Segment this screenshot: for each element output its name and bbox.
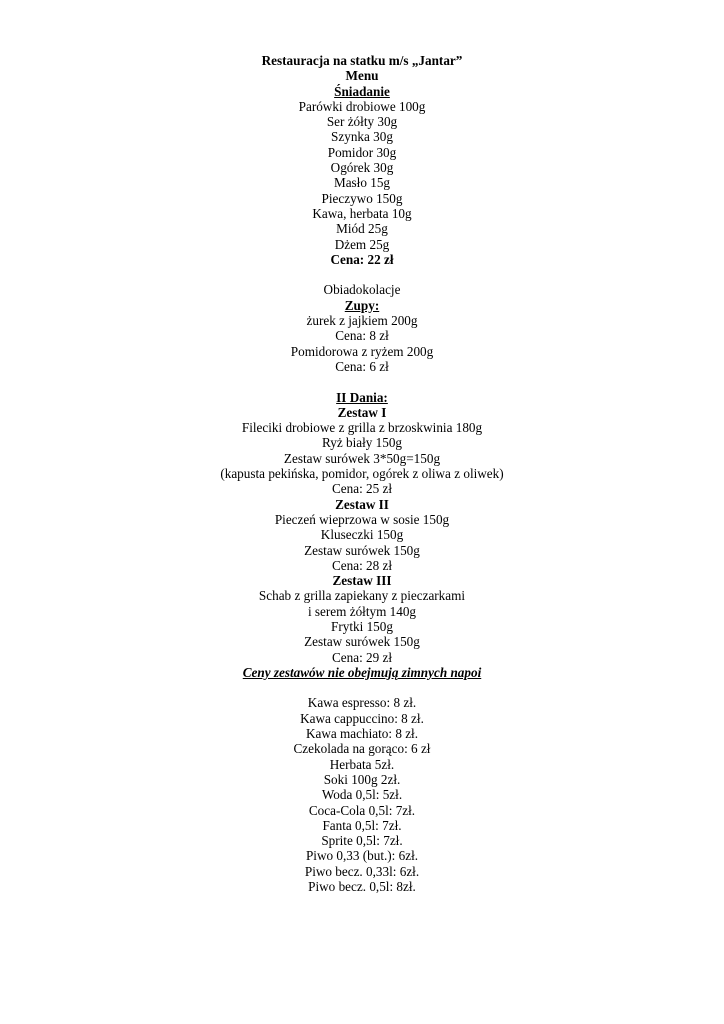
mains-heading: II Dania: xyxy=(336,389,388,405)
breakfast-item: Pieczywo 150g xyxy=(321,190,403,206)
breakfast-item: Ser żółty 30g xyxy=(326,114,398,130)
drink-item: Kawa espresso: 8 zł. xyxy=(307,695,417,711)
set-2-item: Pieczeń wieprzowa w sosie 150g xyxy=(274,511,450,527)
set-1-item: Fileciki drobiowe z grilla z brzoskwinia 180g xyxy=(241,420,483,436)
drink-item: Piwo becz. 0,5l: 8zł. xyxy=(308,879,416,895)
soup-item: Pomidorowa z ryżem 200g xyxy=(290,343,434,359)
set-3-item: Schab z grilla zapiekany z pieczarkami xyxy=(258,588,466,604)
breakfast-item: Pomidor 30g xyxy=(327,144,397,160)
breakfast-item: Szynka 30g xyxy=(331,129,393,145)
set-1-item: Ryż biały 150g xyxy=(321,435,403,451)
breakfast-item: Kawa, herbata 10g xyxy=(312,205,412,221)
set-3-item: Zestaw surówek 150g xyxy=(304,634,420,650)
breakfast-item: Parówki drobiowe 100g xyxy=(298,98,426,114)
set-3-item: i serem żółtym 140g xyxy=(307,603,417,619)
drink-item: Czekolada na gorąco: 6 zł xyxy=(293,741,431,757)
set-3-price: Cena: 29 zł xyxy=(331,649,393,665)
breakfast-item: Ogórek 30g xyxy=(330,160,394,176)
drink-item: Kawa machiato: 8 zł. xyxy=(305,726,419,742)
menu-document xyxy=(0,53,724,894)
section-spacer xyxy=(0,680,724,695)
breakfast-heading: Śniadanie xyxy=(334,83,390,99)
soups-heading: Zupy: xyxy=(344,297,380,313)
set-2-title: Zestaw II xyxy=(335,496,389,512)
drink-item: Piwo 0,33 (but.): 6zł. xyxy=(305,848,419,864)
drink-item: Fanta 0,5l: 7zł. xyxy=(322,817,402,833)
set-1-title: Zestaw I xyxy=(337,404,387,420)
drink-item: Herbata 5zł. xyxy=(329,756,395,772)
set-1-price: Cena: 25 zł xyxy=(331,481,393,497)
drink-item: Sprite 0,5l: 7zł. xyxy=(321,833,403,849)
set-1-item: (kapusta pekińska, pomidor, ogórek z oliwa z oliwek) xyxy=(220,466,504,482)
set-2-item: Zestaw surówek 150g xyxy=(304,542,420,558)
soup-item: żurek z jajkiem 200g xyxy=(306,313,418,329)
menu-heading: Menu xyxy=(345,68,379,84)
soup-price: Cena: 8 zł xyxy=(335,328,389,344)
set-2-item: Kluseczki 150g xyxy=(320,527,404,543)
drink-item: Kawa cappuccino: 8 zł. xyxy=(300,710,424,726)
dinner-heading: Obiadokolacje xyxy=(323,282,401,298)
set-2-price: Cena: 28 zł xyxy=(331,557,393,573)
drink-item: Soki 100g 2zł. xyxy=(323,771,401,787)
prices-note: Ceny zestawów nie obejmują zimnych napoi xyxy=(242,664,482,680)
drink-item: Piwo becz. 0,33l: 6zł. xyxy=(304,863,420,879)
set-3-item: Frytki 150g xyxy=(331,618,393,634)
restaurant-title: Restauracja na statku m/s „Jantar” xyxy=(261,53,463,68)
breakfast-item: Masło 15g xyxy=(333,175,391,191)
breakfast-item: Dżem 25g xyxy=(334,236,390,252)
set-3-title: Zestaw III xyxy=(332,573,392,589)
soup-price: Cena: 6 zł xyxy=(335,358,389,374)
drink-item: Woda 0,5l: 5zł. xyxy=(321,787,403,803)
drink-item: Coca-Cola 0,5l: 7zł. xyxy=(308,802,416,818)
set-1-item: Zestaw surówek 3*50g=150g xyxy=(283,450,441,466)
breakfast-item: Miód 25g xyxy=(336,221,388,237)
breakfast-price: Cena: 22 zł xyxy=(330,251,394,267)
section-spacer xyxy=(0,374,724,389)
section-spacer xyxy=(0,267,724,282)
